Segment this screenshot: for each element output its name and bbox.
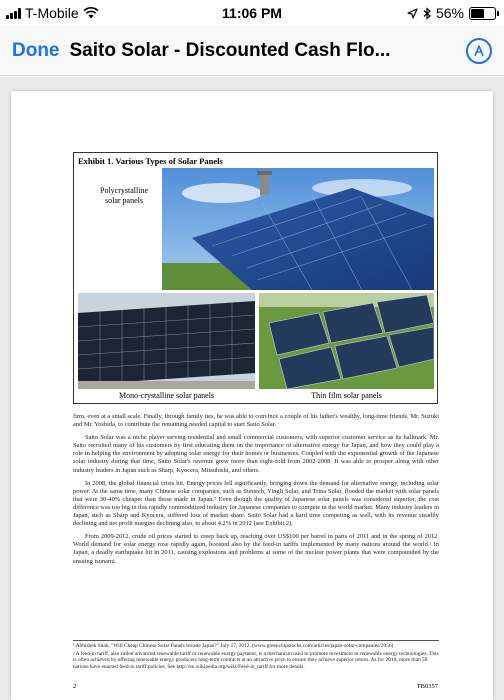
pdf-page	[11, 91, 493, 700]
footnotes	[73, 640, 439, 672]
footnote: ² A feed-in tariff, also called advanced renewable tariff or renewable energy payment, is a mechanism used to promote investment in renewable energy technologies. This is often achieved by offering renewable energy producers long-term contracts at an attractive price to ensure they achieve superior return. As for 2010, more than 50 nations have enacted feed-in tariff policies. See http://en.wikipedia.org/wiki/Feed-in_tariff for more details.	[73, 650, 439, 671]
paragraph: In 2008, the global financial crisis hit. Energy prices fell significantly, bringing down the demand for alternative energy, including solar power. At the same time, many Chinese solar companies, such as Suntech, Yingli Solar, and Trina Solar, flooded the market with solar panels that were 30-40% cheaper than those made in Japan.¹ Even though the quality of Japanese solar panels was considered superior, the cost difference was too big in this rapidly commoditized industry for Japanese companies to compete in the world market. Many industry leaders in Japan, such as Sharp and Kyocera, suffered loss of market share. Saito Solar had a hard time competing as well, with its revenue steadily declining and net profit margins declining also, to about 4.2% in 2012 (see Exhibit 2).	[73, 479, 439, 528]
monocrystalline-panel-photo	[78, 293, 255, 389]
polycrystalline-panel-photo	[162, 168, 434, 290]
clock: 11:06 PM	[222, 5, 282, 21]
monocrystalline-caption: Mono-crystalline solar panels	[118, 391, 215, 400]
battery-percent: 56%	[435, 5, 464, 21]
markup-pen-icon	[472, 44, 486, 58]
footnote: ¹ Abhishek Shah, "Will Cheap Chinese Solar Panels Invade Japan?" July 17, 2012. (www.greenchipstocks.com/articles/japan-solar-companies/2056)	[73, 643, 394, 649]
paragraph: From 2009-2012, crude oil prices started to creep back up, reaching over US$100 per barrel in parts of 2011 and in the spring of 2012. World demand for solar energy rose rapidly again, boosted also by the feed-in tariffs implemented by many nations around the world.² In Japan, a deadly earthquake hit in 2011, causing explosions and problems at some of the nuclear power plants that were compounded by the ensuing tsunami.	[73, 533, 439, 565]
battery-icon	[469, 7, 496, 20]
battery-level-fill	[471, 9, 484, 18]
markup-button[interactable]	[466, 38, 492, 64]
bluetooth-icon	[423, 7, 431, 20]
document-viewer[interactable]	[0, 77, 504, 700]
polycrystalline-caption: Polycrystalline solar panels	[100, 186, 148, 205]
thin-film-panel-photo	[259, 293, 434, 389]
wifi-icon	[83, 7, 99, 19]
nav-bar	[0, 26, 504, 76]
page-number: 2	[73, 683, 77, 690]
document-code: TB0357	[416, 683, 438, 690]
location-arrow-icon	[407, 8, 418, 19]
paragraph: Saito Solar was a niche player serving residential and small commercial customers, with superior customer service as its hallmark. Mr. Saito recruited many of his customers by first educating them on the importance of alternative energy for Japan, and how they could play a role in helping the environment by adopting solar energy for their homes or businesses. Coupled with the exponential growth of the Japanese solar industry during that time, Saito Solar's revenue grew more than eight-fold from 2002-2008. It was able to prosper along with other industry leaders in Japan such as Sharp, Kyocera, Mitsubishi, and others.	[73, 434, 439, 474]
carrier-name: T-Mobile	[25, 5, 79, 21]
thin-film-caption: Thin film solar panels	[311, 391, 382, 400]
signal-icon	[6, 8, 21, 19]
document-title: Saito Solar - Discounted Cash Flo...	[69, 39, 391, 61]
body-text	[73, 413, 439, 571]
exhibit-figure	[73, 152, 438, 404]
exhibit-title: Exhibit 1. Various Types of Solar Panels	[78, 156, 223, 166]
status-bar	[0, 0, 504, 26]
paragraph: firm, even at a small scale. Finally, through family ties, he was able to convince a couple of his father's wealthy, long-time friends, Mr. Suzuki and Mr. Yoshida, to contribute the remaining needed capital to start Saito Solar.	[73, 413, 439, 429]
done-button[interactable]: Done	[12, 39, 60, 61]
